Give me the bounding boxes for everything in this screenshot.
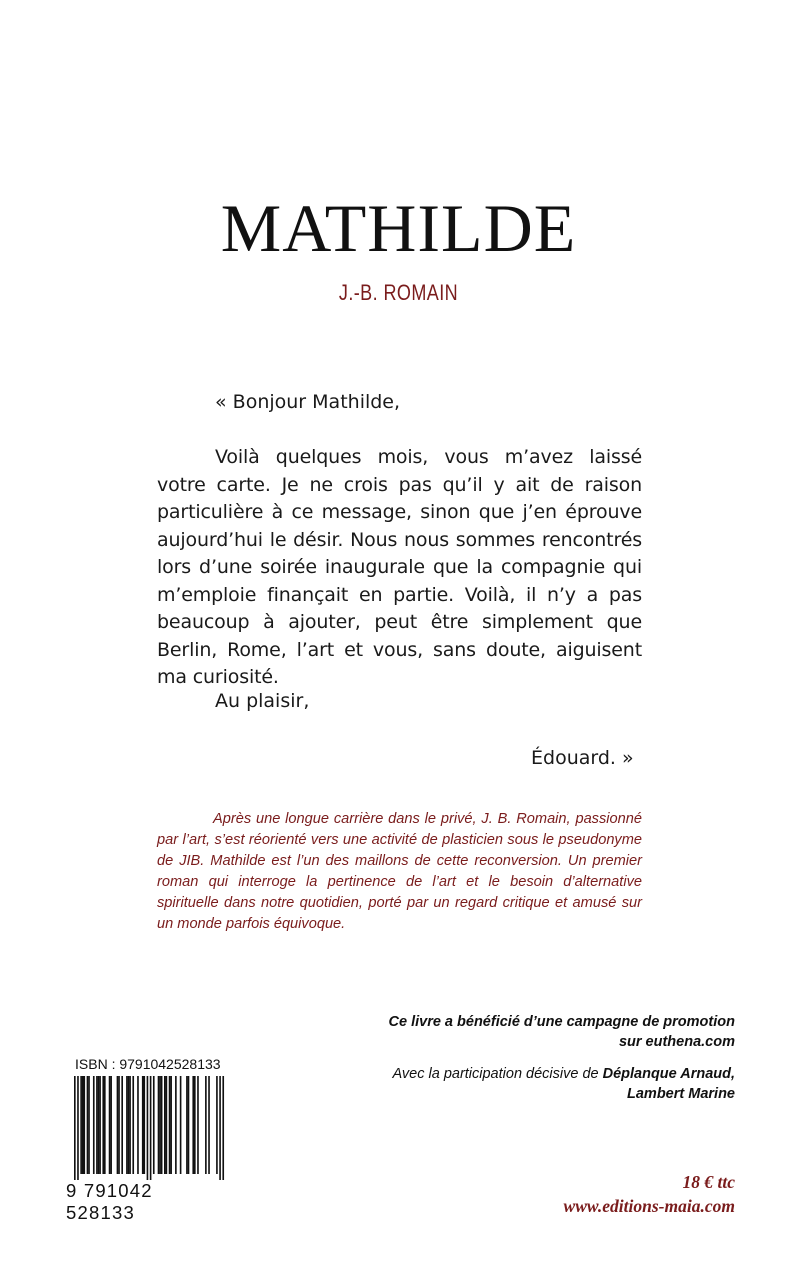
contributor-name-2: Lambert Marine — [627, 1086, 735, 1102]
barcode-bar — [118, 1076, 120, 1174]
barcode-bar — [117, 1076, 119, 1174]
barcode-bar — [216, 1076, 218, 1174]
barcode-digits: 9 791042 528133 — [66, 1180, 153, 1223]
promo-campaign — [315, 1012, 735, 1052]
isbn-label: ISBN : 9791042528133 — [75, 1056, 221, 1072]
contributors-line-1 — [315, 1064, 735, 1084]
barcode-bar — [137, 1076, 139, 1174]
barcode-bar — [208, 1076, 210, 1174]
barcode-bar — [104, 1076, 106, 1174]
barcode-bar — [197, 1076, 199, 1174]
barcode-bar — [194, 1076, 196, 1174]
barcode-bar — [80, 1076, 82, 1174]
barcode-bar — [205, 1076, 207, 1174]
barcode-bar — [150, 1076, 152, 1180]
barcode-bar — [109, 1076, 111, 1174]
barcode-bar — [169, 1076, 171, 1174]
contributors — [315, 1064, 735, 1104]
barcode-bar — [82, 1076, 84, 1174]
barcode-bar — [128, 1076, 130, 1174]
promo-line-1: Ce livre a bénéficié d’une campagne de promotion — [388, 1014, 735, 1030]
letter-greeting: « Bonjour Mathilde, — [215, 391, 401, 413]
barcode-bar — [98, 1076, 100, 1174]
barcode-bar — [153, 1076, 155, 1174]
barcode-bar — [74, 1076, 76, 1180]
barcode-bar — [126, 1076, 128, 1174]
contributors-prefix: Avec la participation décisive de — [392, 1066, 603, 1082]
barcode-bar — [142, 1076, 144, 1174]
author-name: J.-B. ROMAIN — [338, 280, 459, 305]
barcode-bar — [110, 1076, 112, 1174]
barcode-bar — [147, 1076, 149, 1180]
barcode-bar — [161, 1076, 163, 1174]
publisher-website: www.editions-maia.com — [563, 1196, 735, 1216]
letter-closing: Au plaisir, — [215, 690, 310, 712]
barcode-bar — [87, 1076, 89, 1174]
barcode-bar — [121, 1076, 123, 1174]
barcode-bar — [129, 1076, 131, 1174]
barcode-image — [66, 1076, 226, 1180]
barcode-bar — [93, 1076, 95, 1174]
barcode-bar — [175, 1076, 177, 1174]
barcode-bar — [132, 1076, 134, 1174]
promo-line-2: sur euthena.com — [618, 1034, 735, 1050]
barcode-bar — [192, 1076, 194, 1174]
letter-signature: Édouard. » — [531, 747, 634, 769]
barcode-bar — [166, 1076, 168, 1174]
barcode-bar — [77, 1076, 79, 1180]
book-title: MATHILDE — [220, 190, 577, 266]
barcode-bar — [88, 1076, 90, 1174]
barcode-bar — [158, 1076, 160, 1174]
barcode-bar — [188, 1076, 190, 1174]
barcode-bar — [102, 1076, 104, 1174]
barcode-bar — [219, 1076, 221, 1180]
barcode-bar — [170, 1076, 172, 1174]
barcode-bar — [143, 1076, 145, 1174]
barcode-bar — [164, 1076, 166, 1174]
barcode-bar — [186, 1076, 188, 1174]
author-blurb: Après une longue carrière dans le privé, J. B. Romain, passionné par l’art, s’est réorienté vers une activité de plasticien sous le pseudonyme de JIB. Mathilde est l’un des maillons de cette reconversion. Un premier roman qui interroge la pertinence de l’art et le besoin d’alternative spirituelle dans notre quotidien, porté par un regard critique et amusé sur un monde parfois équivoque. — [157, 811, 642, 932]
barcode-bar — [83, 1076, 85, 1174]
barcode-bar — [96, 1076, 98, 1174]
barcode-bar — [222, 1076, 224, 1180]
price: 18 € ttc — [682, 1172, 735, 1192]
barcode-bar — [159, 1076, 161, 1174]
letter-body: Voilà quelques mois, vous m’avez laissé votre carte. Je ne crois pas qu’il y ait de raison particulière à ce message, sinon que j’en éprouve aujourd’hui le désir. Nous nous sommes rencontrés lors d’une soirée inaugurale que la compagnie qui m’emploie finançait en partie. Voilà, il n’y a pas beaucoup à ajouter, peut être simplement que Berlin, Rome, l’art et vous, sans doute, aiguisent ma curiosité. — [157, 446, 642, 688]
barcode-bar — [99, 1076, 101, 1174]
barcode-bar — [180, 1076, 182, 1174]
price-footer — [435, 1170, 735, 1218]
contributor-name-1: Déplanque Arnaud, — [602, 1066, 735, 1082]
